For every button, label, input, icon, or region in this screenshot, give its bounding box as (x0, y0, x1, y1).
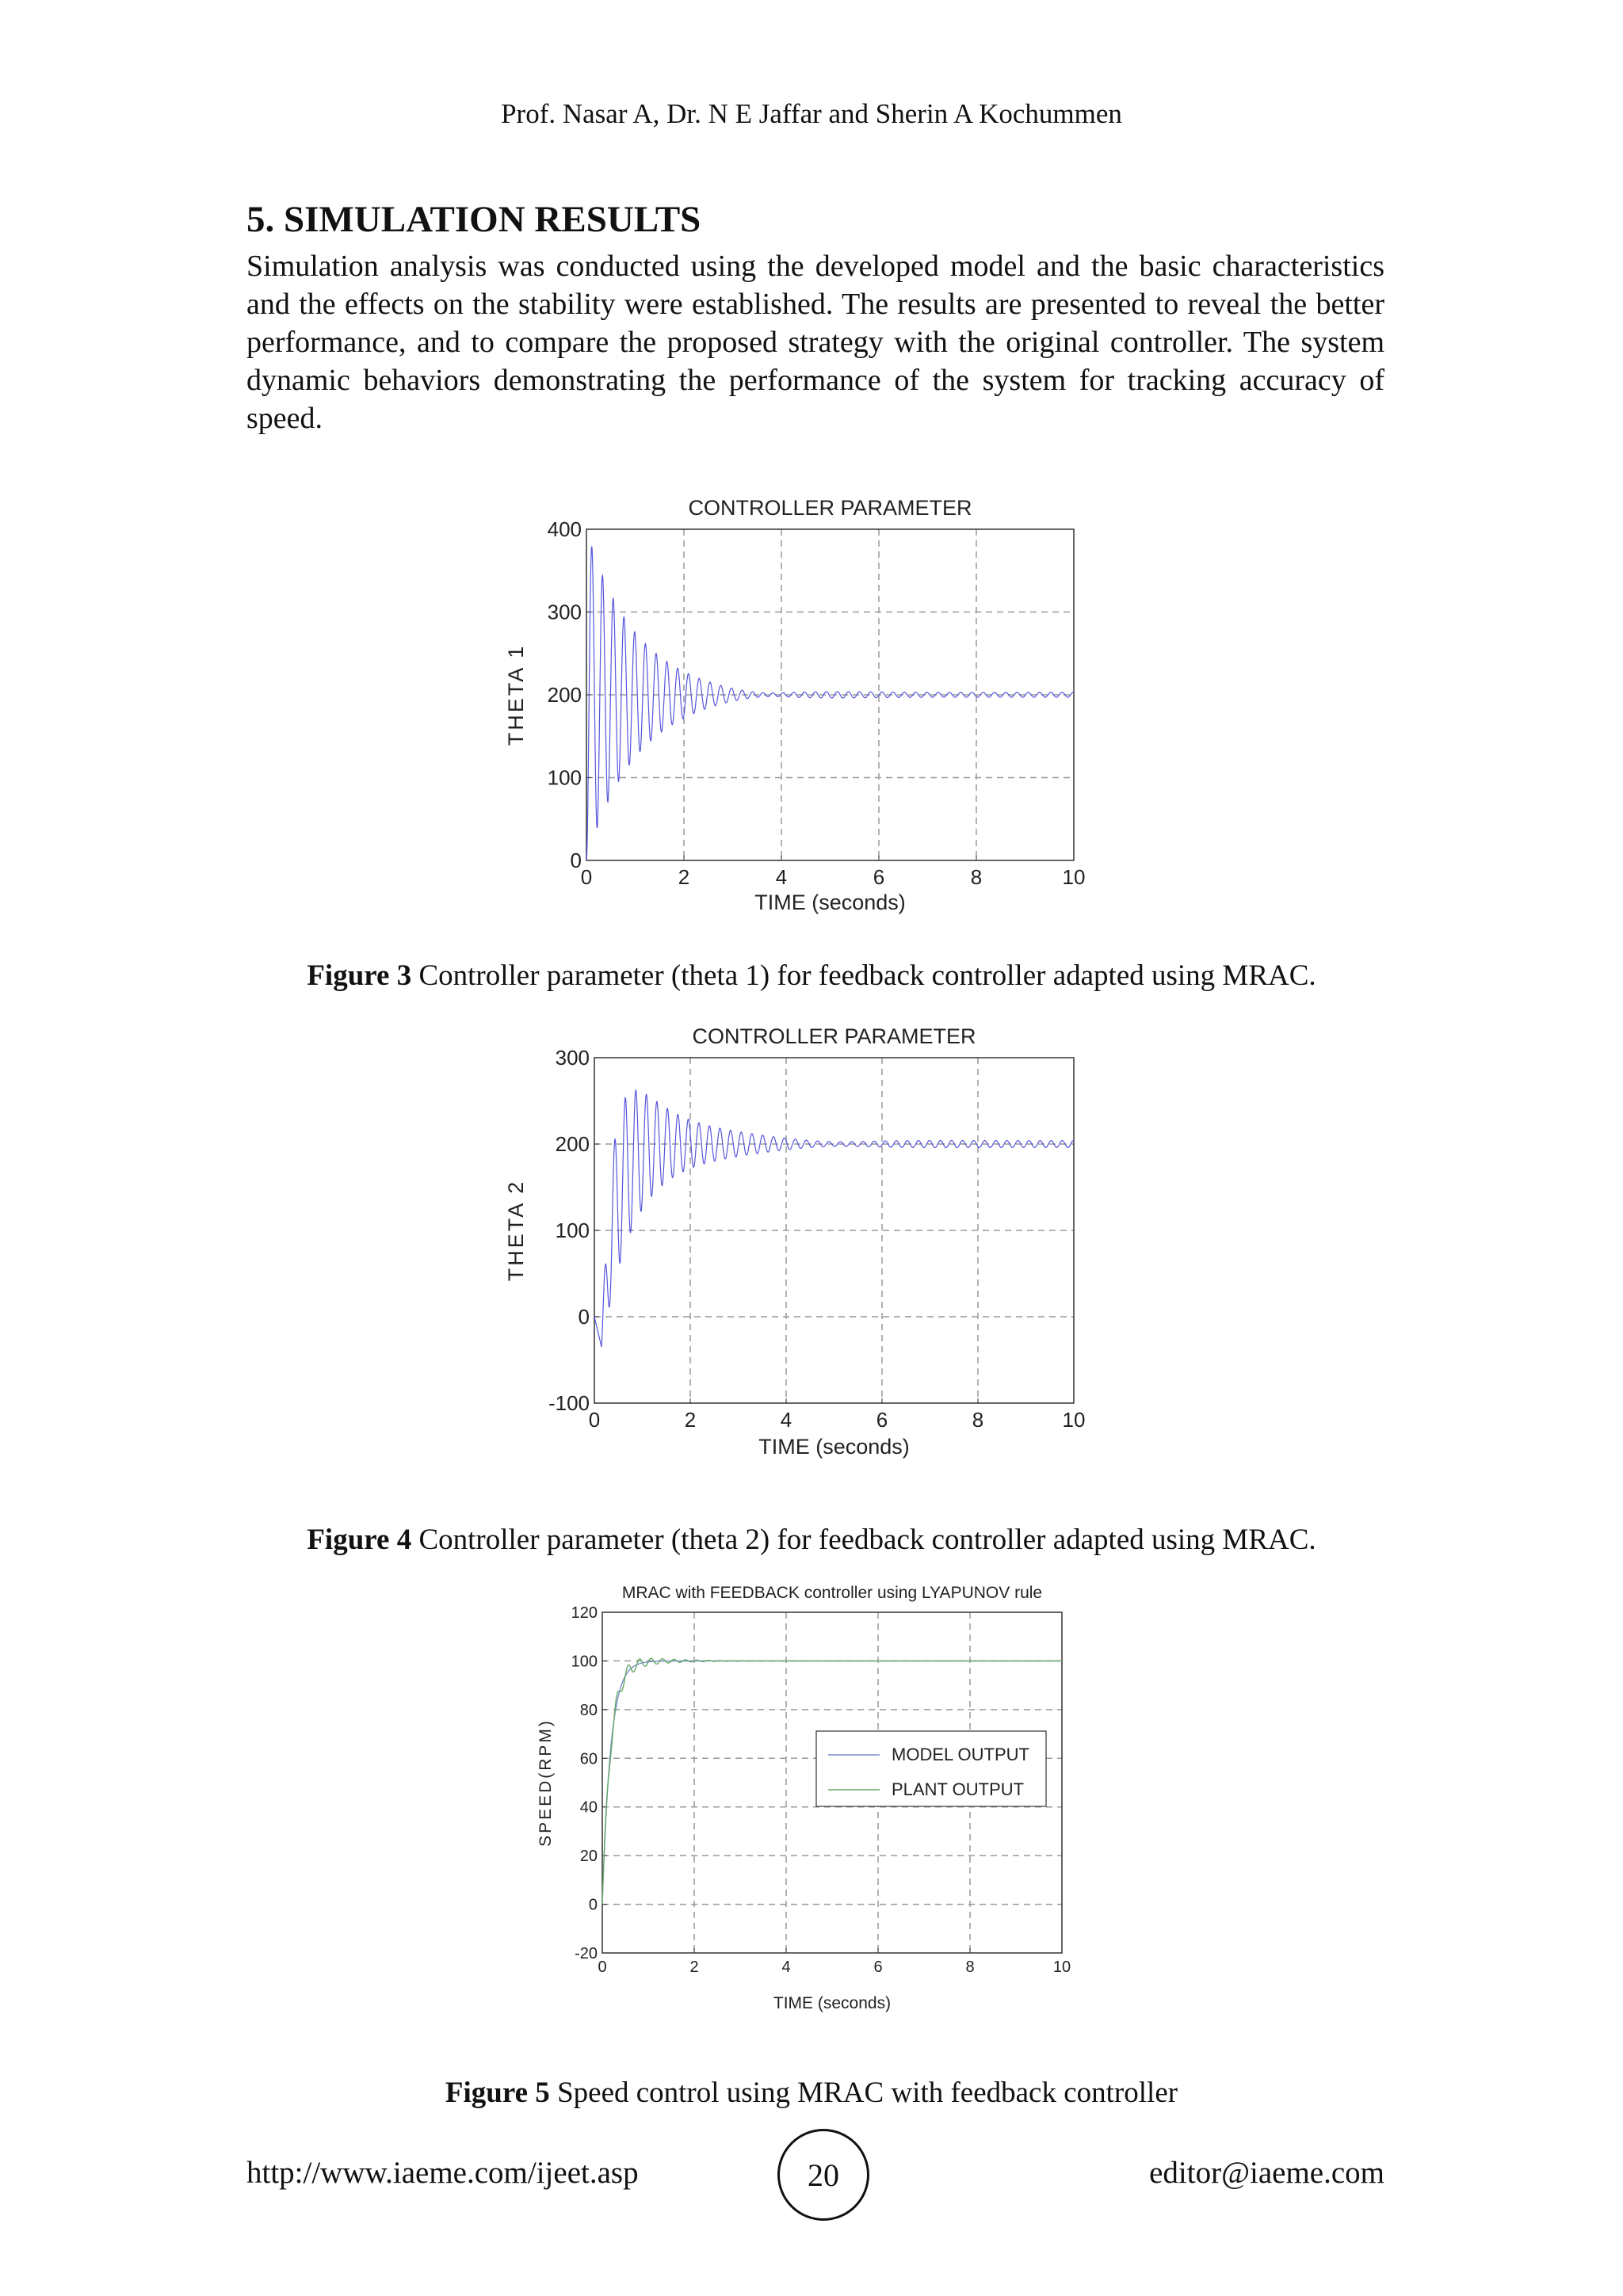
y-tick-label: 400 (547, 517, 582, 542)
figure-4-caption (0, 1523, 1623, 1557)
y-tick-label: -20 (575, 1945, 598, 1962)
figure-3-label: Figure 3 (307, 959, 412, 992)
x-axis-label: TIME (seconds) (754, 891, 906, 914)
y-tick-label: 100 (547, 765, 582, 790)
figure-4-label: Figure 4 (307, 1524, 412, 1556)
series-line-theta2 (594, 1090, 1074, 1347)
speed-chart (523, 1573, 1094, 2024)
x-tick-label: 8 (972, 1408, 984, 1432)
speed-chart-svg (523, 1573, 1094, 2024)
y-tick-label: 0 (578, 1305, 590, 1329)
y-tick-label: 100 (571, 1653, 598, 1671)
theta2-chart-svg (491, 1010, 1102, 1470)
figure-5-caption (0, 2076, 1623, 2110)
series-line-theta1 (586, 547, 1074, 860)
y-tick-label: 0 (570, 849, 582, 873)
x-tick-label: 2 (678, 865, 690, 889)
theta1-chart-svg (491, 482, 1102, 925)
y-tick-label: 200 (547, 683, 582, 707)
running-header: Prof. Nasar A, Dr. N E Jaffar and Sherin A Kochummen (501, 98, 1122, 129)
theta2-chart (491, 1010, 1102, 1470)
y-tick-label: 80 (579, 1701, 598, 1719)
page-number: 20 (777, 2129, 869, 2221)
section-title: 5. SIMULATION RESULTS (246, 199, 701, 240)
figure-5-label: Figure 5 (445, 2077, 550, 2109)
chart-title: CONTROLLER PARAMETER (692, 1024, 976, 1048)
y-axis-label: THETA 2 (504, 1179, 528, 1282)
x-tick-label: 10 (1052, 1958, 1071, 1976)
chart-title: CONTROLLER PARAMETER (688, 496, 972, 520)
y-tick-label: -100 (548, 1391, 590, 1416)
y-tick-label: 120 (571, 1604, 598, 1622)
x-axis-label: TIME (seconds) (758, 1435, 910, 1459)
x-tick-label: 6 (873, 865, 885, 889)
section-body: Simulation analysis was conducted using the developed model and the basic characteristics and the effects on the stability were established. The results are presented to reveal the better performance, and to compare the proposed strategy with the original controller. The system dynamic behaviors demonstrating the performance of the system for tracking accuracy of speed. (246, 250, 1384, 435)
chart-title: MRAC with FEEDBACK controller using LYAPUNOV rule (621, 1584, 1043, 1602)
y-axis-label: THETA 1 (504, 643, 528, 746)
x-tick-label: 2 (689, 1958, 699, 1976)
legend-label: MODEL OUTPUT (892, 1745, 1029, 1764)
figure-3-text: Controller parameter (theta 1) for feedback controller adapted using MRAC. (411, 959, 1316, 992)
y-tick-label: 300 (547, 600, 582, 624)
y-tick-label: 40 (579, 1798, 598, 1817)
x-tick-label: 6 (873, 1958, 883, 1976)
x-tick-label: 8 (970, 865, 983, 889)
y-axis-label: SPEED(RPM) (537, 1718, 555, 1847)
y-tick-label: 300 (555, 1046, 590, 1070)
footer-url[interactable]: http://www.iaeme.com/ijeet.asp (246, 2156, 639, 2190)
x-tick-label: 10 (1062, 1408, 1086, 1432)
x-tick-label: 0 (580, 865, 593, 889)
figure-4-text: Controller parameter (theta 2) for feedback controller adapted using MRAC. (411, 1524, 1316, 1556)
y-tick-label: 20 (579, 1848, 598, 1866)
x-tick-label: 0 (598, 1958, 607, 1976)
x-tick-label: 0 (588, 1408, 601, 1432)
figure-3-caption (0, 959, 1623, 993)
y-tick-label: 200 (555, 1132, 590, 1157)
x-tick-label: 10 (1062, 865, 1086, 889)
y-tick-label: 100 (555, 1219, 590, 1243)
y-tick-label: 60 (579, 1750, 598, 1768)
x-axis-label: TIME (seconds) (773, 1994, 892, 2012)
x-tick-label: 4 (775, 865, 788, 889)
footer-email[interactable]: editor@iaeme.com (1149, 2156, 1384, 2190)
y-tick-label: 0 (588, 1896, 598, 1914)
legend-label: PLANT OUTPUT (892, 1779, 1025, 1799)
x-tick-label: 4 (781, 1958, 791, 1976)
x-tick-label: 8 (965, 1958, 975, 1976)
x-tick-label: 2 (684, 1408, 697, 1432)
x-tick-label: 6 (876, 1408, 888, 1432)
theta1-chart (491, 482, 1102, 925)
x-tick-label: 4 (780, 1408, 792, 1432)
figure-5-text: Speed control using MRAC with feedback controller (549, 2077, 1178, 2109)
